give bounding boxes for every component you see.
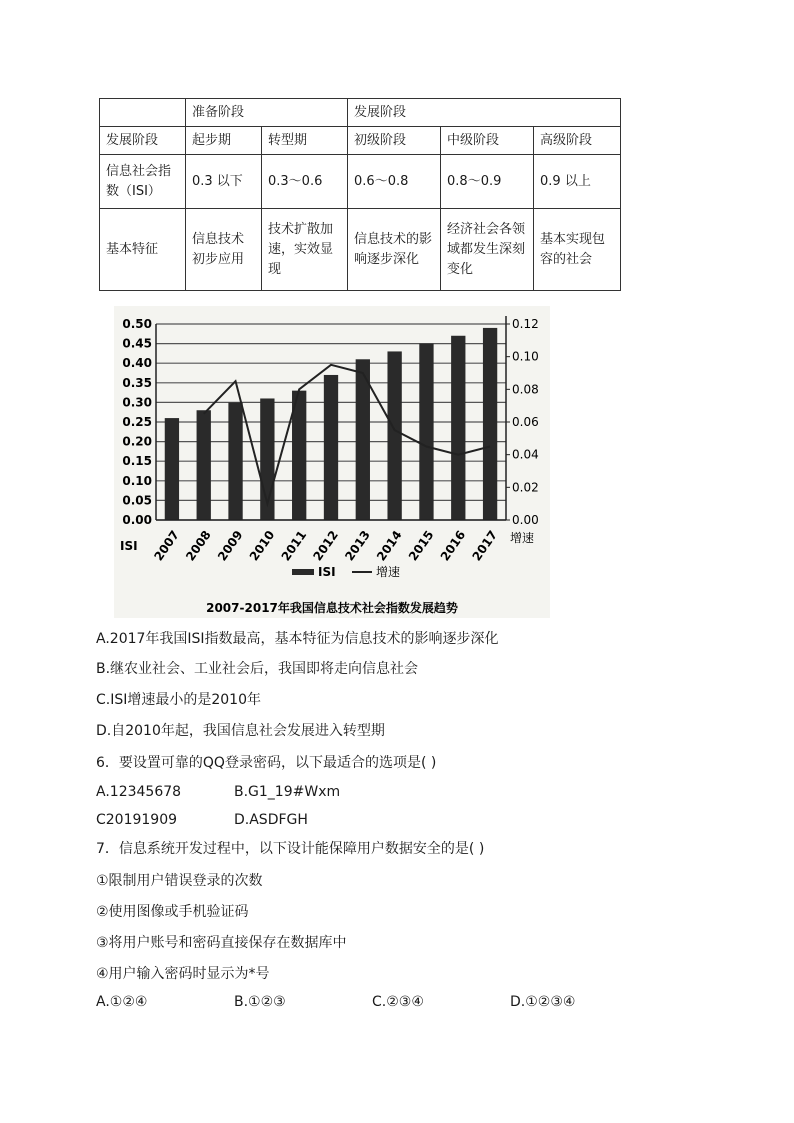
bar-isi	[419, 344, 433, 520]
q6-stem: 6．要设置可靠的QQ登录密码，以下最适合的选项是( )	[96, 755, 437, 771]
x-tick-label: 2010	[246, 528, 278, 564]
y-left-tick-label: 0.40	[122, 356, 152, 371]
q7-statement-4: ④用户输入密码时显示为*号	[96, 966, 270, 982]
q7-statement-3: ③将用户账号和密码直接保存在数据库中	[96, 935, 347, 951]
table-cell: 信息社会指数（ISI）	[100, 155, 186, 209]
y-right-tick-label: 0.08	[512, 382, 539, 397]
x-tick-label: 2007	[151, 528, 182, 564]
y-left-axis-label: ISI	[120, 539, 138, 553]
y-left-tick-label: 0.45	[122, 336, 152, 351]
table-cell: 信息技术初步应用	[186, 209, 262, 291]
x-tick-label: 2016	[437, 528, 469, 564]
table-row	[100, 209, 621, 291]
bar-isi	[228, 402, 242, 520]
x-tick-label: 2009	[214, 528, 246, 564]
q5-option-d: D.自2010年起，我国信息社会发展进入转型期	[96, 723, 385, 739]
legend-isi-label: ISI	[318, 565, 336, 579]
q7-stem: 7．信息系统开发过程中，以下设计能保障用户数据安全的是( )	[96, 841, 485, 857]
table-cell: 0.6～0.8	[348, 155, 441, 209]
q7-statement-1: ①限制用户错误登录的次数	[96, 873, 263, 889]
y-left-tick-label: 0.30	[122, 395, 152, 410]
y-right-tick-label: 0.06	[512, 415, 539, 429]
y-left-tick-label: 0.25	[122, 415, 152, 429]
x-tick-label: 2014	[374, 528, 405, 564]
x-tick-label: 2013	[342, 528, 373, 564]
q6-option-d: D.ASDFGH	[234, 812, 308, 828]
y-left-tick-label: 0.50	[122, 317, 152, 331]
table-cell: 0.3 以下	[186, 155, 262, 209]
table-cell: 起步期	[186, 127, 262, 155]
bar-isi	[483, 328, 497, 520]
y-right-tick-label: 0.10	[512, 349, 539, 364]
bar-isi	[387, 351, 401, 520]
q7-option-d: D.①②③④	[510, 994, 576, 1010]
bar-isi	[197, 410, 211, 520]
chart-title: 2007-2017年我国信息技术社会指数发展趋势	[206, 601, 458, 615]
bar-isi	[165, 418, 179, 520]
table-row	[100, 155, 621, 209]
table-cell: 发展阶段	[348, 99, 621, 127]
q7-option-c: C.②③④	[372, 994, 424, 1010]
table-cell: 信息技术的影响逐步深化	[348, 209, 441, 291]
table-cell: 转型期	[262, 127, 348, 155]
y-right-axis-label: 增速	[510, 531, 535, 545]
chart-svg	[114, 306, 550, 618]
table-row	[100, 99, 621, 127]
table-row	[100, 127, 621, 155]
q5-option-c: C.ISI增速最小的是2010年	[96, 692, 261, 708]
q7-option-a: A.①②④	[96, 994, 148, 1010]
table-cell: 准备阶段	[186, 99, 348, 127]
development-stage-table	[99, 98, 621, 291]
table-cell: 0.8～0.9	[441, 155, 534, 209]
y-right-tick-label: 0.04	[512, 447, 539, 462]
legend-growth-label: 增速	[376, 565, 401, 579]
table-cell: 0.9 以上	[534, 155, 621, 209]
table-cell: 0.3～0.6	[262, 155, 348, 209]
q6-option-a: A.12345678	[96, 784, 182, 800]
q6-option-b: B.G1_19#Wxm	[234, 784, 341, 800]
y-right-tick-label: 0.12	[512, 317, 539, 331]
table-cell: 基本特征	[100, 209, 186, 291]
y-right-tick-label: 0.02	[512, 480, 539, 495]
legend-isi-swatch	[292, 569, 314, 575]
x-tick-label: 2008	[183, 528, 214, 564]
isi-chart	[114, 306, 550, 618]
table-cell	[100, 99, 186, 127]
y-left-tick-label: 0.15	[122, 454, 152, 469]
x-tick-label: 2015	[405, 528, 437, 564]
q6-option-c: C20191909	[96, 812, 178, 828]
q5-option-a: A.2017年我国ISI指数最高，基本特征为信息技术的影响逐步深化	[96, 631, 499, 647]
x-tick-label: 2011	[278, 528, 310, 564]
table-cell: 经济社会各领域都发生深刻变化	[441, 209, 534, 291]
x-tick-label: 2017	[469, 528, 501, 564]
y-left-tick-label: 0.35	[122, 375, 152, 390]
bar-isi	[324, 375, 338, 520]
y-left-tick-label: 0.00	[122, 513, 152, 527]
y-right-tick-label: 0.00	[512, 513, 539, 527]
y-left-tick-label: 0.10	[122, 473, 152, 488]
y-left-tick-label: 0.20	[122, 434, 152, 449]
q7-option-b: B.①②③	[234, 994, 286, 1010]
table-cell: 高级阶段	[534, 127, 621, 155]
table-cell: 技术扩散加速，实效显现	[262, 209, 348, 291]
q7-statement-2: ②使用图像或手机验证码	[96, 904, 249, 920]
table-cell: 发展阶段	[100, 127, 186, 155]
q5-option-b: B.继农业社会、工业社会后，我国即将走向信息社会	[96, 661, 419, 677]
bar-isi	[451, 336, 465, 520]
table-cell: 中级阶段	[441, 127, 534, 155]
y-left-tick-label: 0.05	[122, 493, 152, 508]
x-tick-label: 2012	[310, 528, 342, 564]
table-cell: 基本实现包容的社会	[534, 209, 621, 291]
table-cell: 初级阶段	[348, 127, 441, 155]
